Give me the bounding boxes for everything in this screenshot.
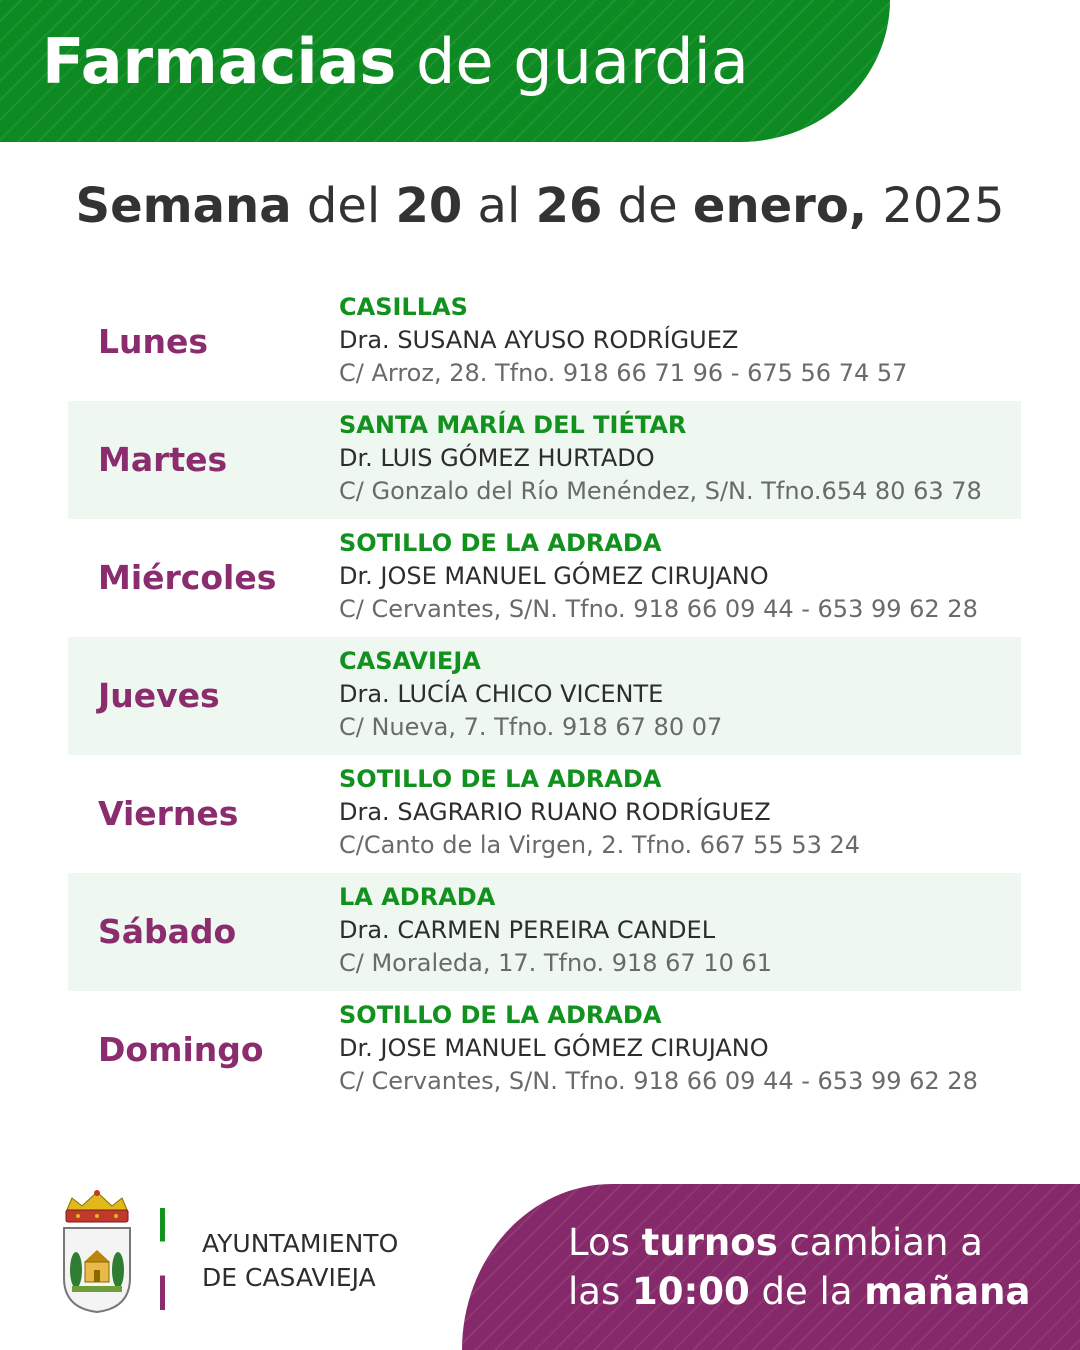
week-year: 2025 [882,178,1005,234]
pharmacy-info [339,291,907,390]
note-emphasis: turnos [641,1221,778,1264]
note-time: 10:00 [632,1270,750,1313]
pharmacy-address: C/ Gonzalo del Río Menéndez, S/N. Tfno.654 80 63 78 [339,477,982,505]
schedule-row [68,873,1021,991]
note-line-1 [568,1218,1030,1267]
note-word: de la [761,1270,853,1313]
week-end: 26 [535,178,603,234]
town-name: SOTILLO DE LA ADRADA [339,765,662,793]
schedule-row [68,519,1021,637]
note-emphasis: mañana [864,1270,1031,1313]
week-word-4: al [477,178,521,234]
separator-bar [160,1208,165,1310]
schedule-row [68,991,1021,1109]
pharmacy-info [339,881,772,980]
schedule-row [68,401,1021,519]
pharmacy-address: C/ Arroz, 28. Tfno. 918 66 71 96 - 675 56 74 57 [339,359,908,387]
town-name: LA ADRADA [339,883,496,911]
organization-line-1: AYUNTAMIENTO [202,1229,399,1258]
day-label: Miércoles [98,558,277,597]
pharmacist-name: Dra. SAGRARIO RUANO RODRÍGUEZ [339,798,771,826]
schedule-row [68,755,1021,873]
day-label: Domingo [98,1030,264,1069]
schedule-list [68,283,1021,1109]
week-heading [0,178,1080,234]
town-name: SOTILLO DE LA ADRADA [339,529,662,557]
day-label: Sábado [98,912,237,951]
coat-of-arms-icon [58,1190,136,1315]
pharmacy-address: C/ Nueva, 7. Tfno. 918 67 80 07 [339,713,723,741]
week-word-2: del [306,178,381,234]
organization-line-2: DE CASAVIEJA [202,1263,376,1292]
town-name: CASILLAS [339,293,468,321]
pharmacist-name: Dra. LUCÍA CHICO VICENTE [339,680,664,708]
pharmacist-name: Dra. CARMEN PEREIRA CANDEL [339,916,716,944]
pharmacy-address: C/ Cervantes, S/N. Tfno. 918 66 09 44 - 653 99 62 28 [339,1067,978,1095]
day-label: Martes [98,440,228,479]
day-label: Viernes [98,794,239,833]
note-line-2 [568,1267,1030,1316]
pharmacy-info [339,409,982,508]
town-name: SANTA MARÍA DEL TIÉTAR [339,411,687,439]
title-bold: Farmacias [42,25,397,98]
pharmacy-info [339,527,978,626]
note-word: cambian a [789,1221,983,1264]
pharmacy-address: C/Canto de la Virgen, 2. Tfno. 667 55 53 24 [339,831,861,859]
pharmacist-name: Dr. JOSE MANUEL GÓMEZ CIRUJANO [339,562,769,590]
shift-change-note [568,1218,1030,1316]
week-word-1: Semana [75,178,292,234]
pharmacy-address: C/ Cervantes, S/N. Tfno. 918 66 09 44 - 653 99 62 28 [339,595,978,623]
pharmacy-info [339,999,978,1098]
pharmacist-name: Dra. SUSANA AYUSO RODRÍGUEZ [339,326,739,354]
organization-name [202,1227,398,1295]
town-name: SOTILLO DE LA ADRADA [339,1001,662,1029]
pharmacist-name: Dr. LUIS GÓMEZ HURTADO [339,444,655,472]
week-start: 20 [395,178,463,234]
title-rest: de guardia [416,25,749,98]
pharmacy-info [339,763,860,862]
schedule-row [68,637,1021,755]
schedule-row [68,283,1021,401]
day-label: Lunes [98,322,209,361]
week-word-6: de [617,178,678,234]
note-word: Los [568,1221,630,1264]
town-name: CASAVIEJA [339,647,481,675]
pharmacy-info [339,645,722,744]
pharmacist-name: Dr. JOSE MANUEL GÓMEZ CIRUJANO [339,1034,769,1062]
note-word: las [568,1270,621,1313]
pharmacy-address: C/ Moraleda, 17. Tfno. 918 67 10 61 [339,949,773,977]
day-label: Jueves [98,676,220,715]
page-title [42,25,749,98]
week-month: enero, [692,178,868,234]
